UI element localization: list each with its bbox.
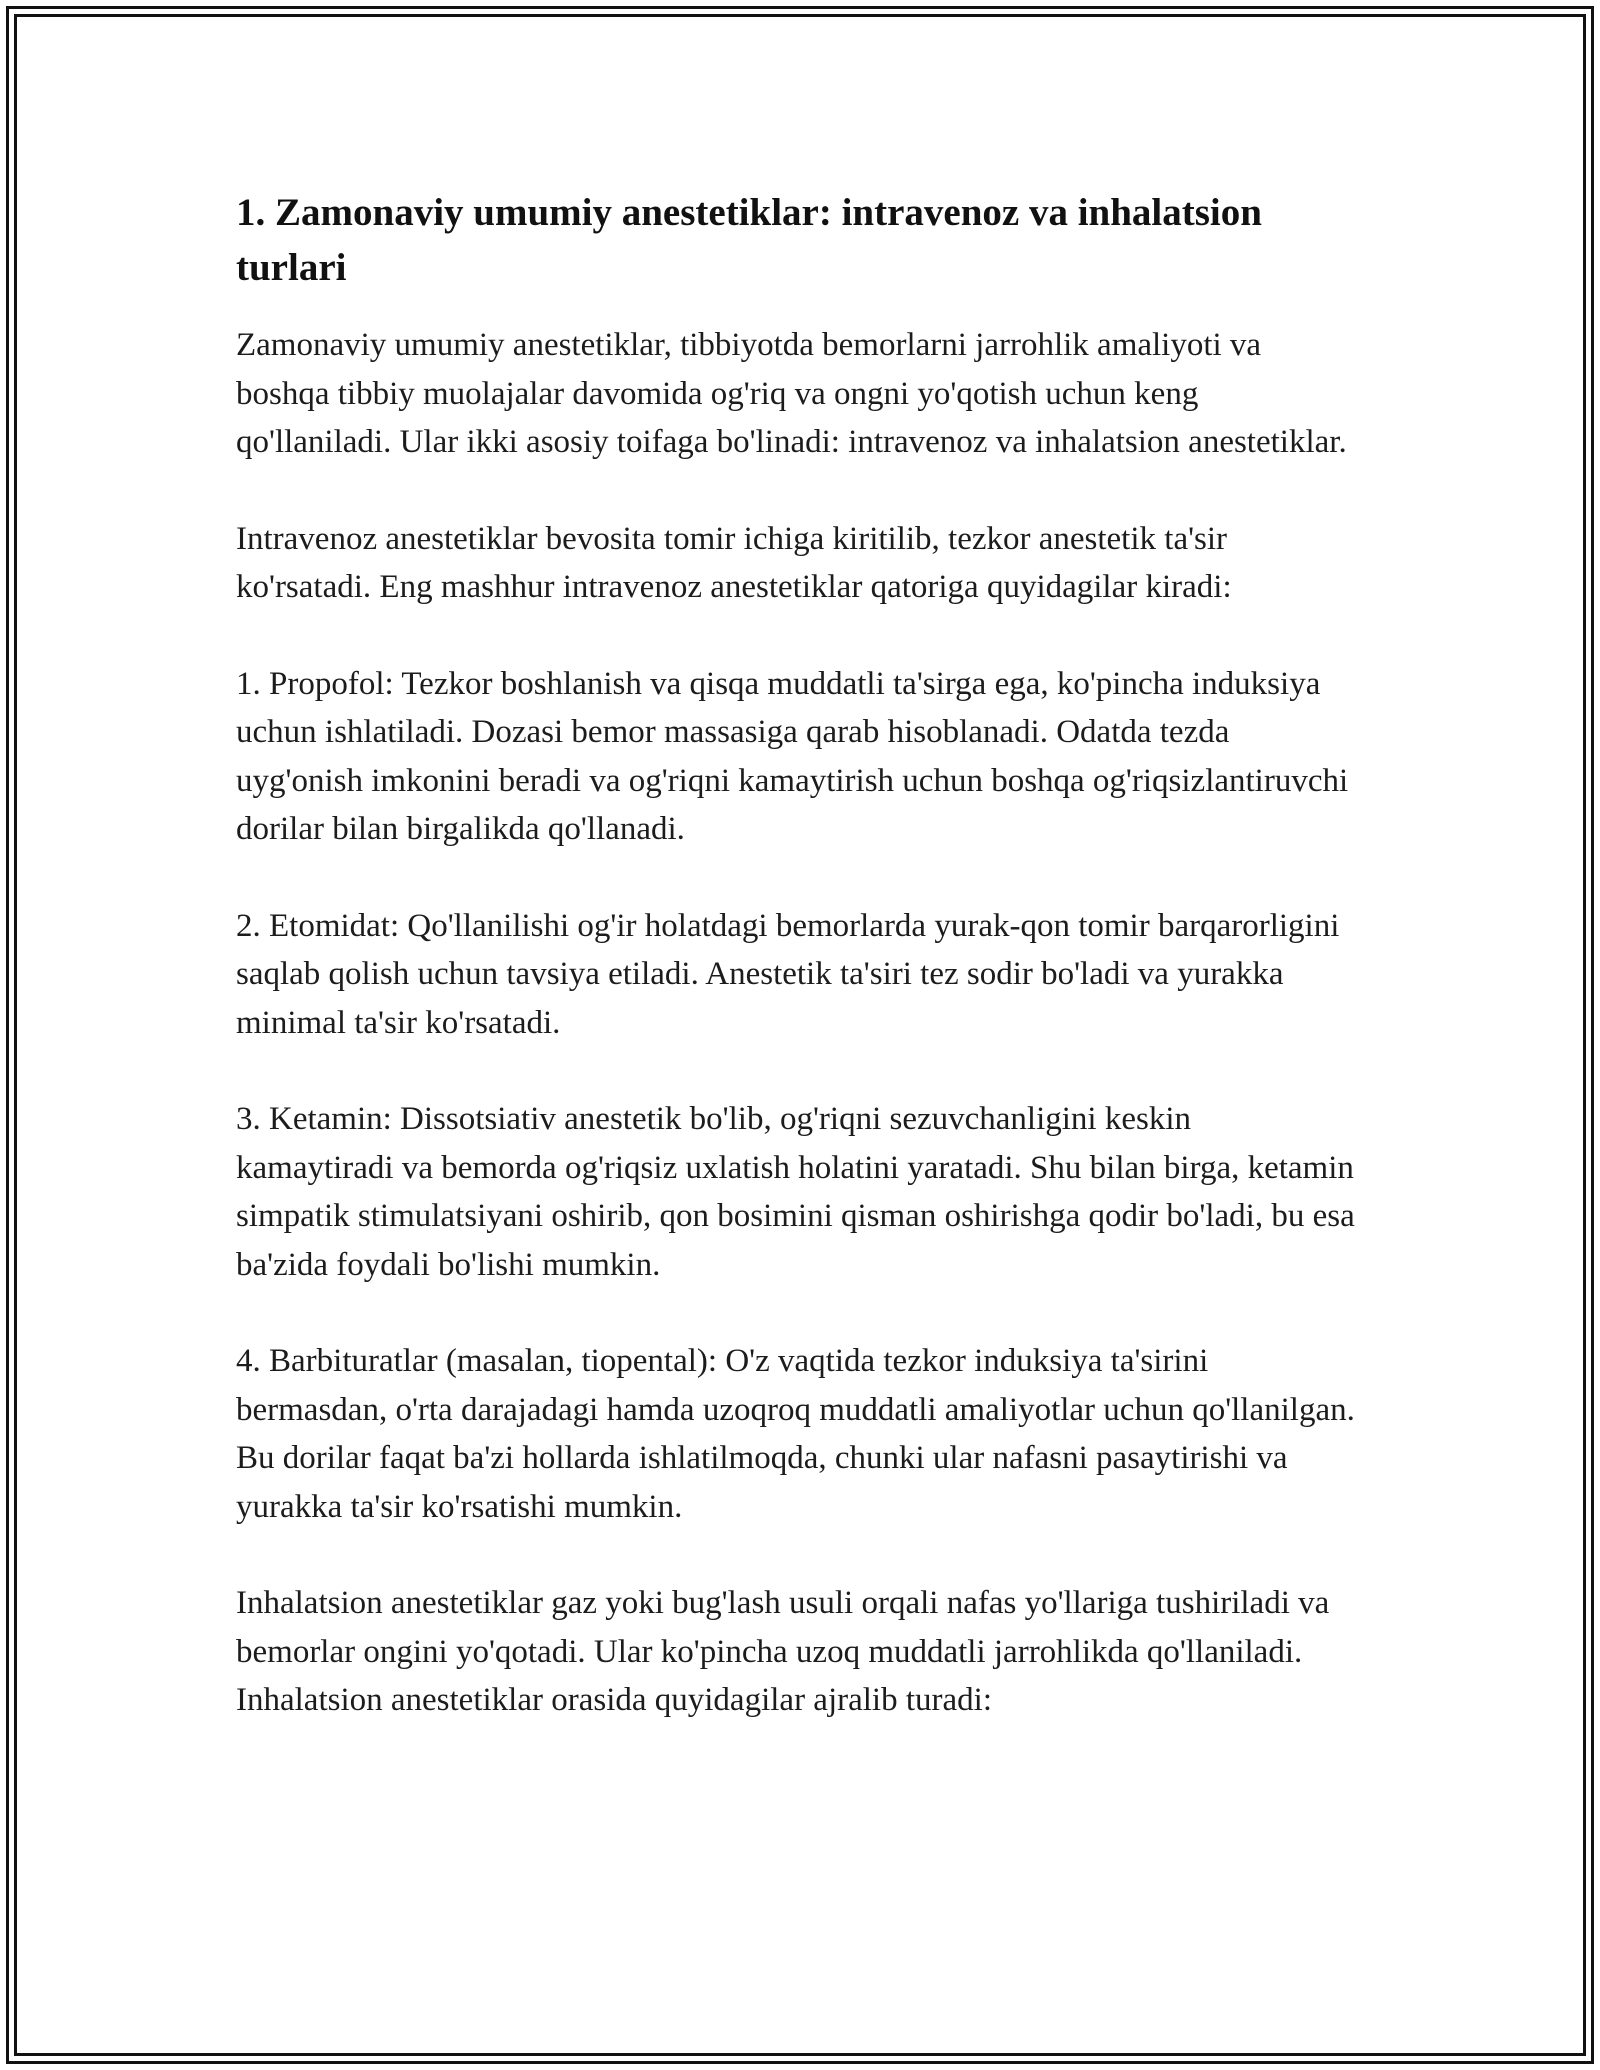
paragraph-ketamine: 3. Ketamin: Dissotsiativ anestetik bo'lib, og'riqni sezuvchanligini keskin kamaytiradi va bemorda og'riqsiz uxlatish holatini yaratadi. Shu bilan birga, ketamin simpatik stimulatsiyani oshirib, qon bosimini qisman oshirishga qodir bo'ladi, bu esa ba'zida foydali bo'lishi mumkin. xyxy=(236,1101,1355,1283)
paragraph-intro: Zamonaviy umumiy anestetiklar, tibbiyotda bemorlarni jarrohlik amaliyoti va boshqa tibbiy muolajalar davomida og'riq va ongni yo'qotish uchun keng qo'llaniladi. Ular ikki asosiy toifaga bo'linadi: intravenoz va inhalatsion anestetiklar. xyxy=(236,327,1347,460)
section-heading: 1. Zamonaviy umumiy anestetiklar: intravenoz va inhalatsion turlari xyxy=(236,191,1262,289)
paragraph-etomidate: 2. Etomidat: Qo'llanilishi og'ir holatdagi bemorlarda yurak-qon tomir barqarorligini saqlab qolish uchun tavsiya etiladi. Anestetik ta'siri tez sodir bo'ladi va yurakka minimal ta'sir ko'rsatadi. xyxy=(236,907,1340,1041)
paragraph-inhalational: Inhalatsion anestetiklar gaz yoki bug'lash usuli orqali nafas yo'llariga tushiriladi va bemorlar ongini yo'qotadi. Ular ko'pincha uzoq muddatli jarrohlikda qo'llaniladi. Inhalatsion anestetiklar orasida quyidagilar ajralib turadi: xyxy=(236,1585,1330,1718)
paragraph-propofol: 1. Propofol: Tezkor boshlanish va qisqa muddatli ta'sirga ega, ko'pincha induksiya uchun ishlatiladi. Dozasi bemor massasiga qarab hisoblanadi. Odatda tezda uyg'onish imkonini beradi va og'riqni kamaytirish uchun boshqa og'riqsizlantiruvchi dorilar bilan birgalikda qo'llanadi. xyxy=(236,665,1349,847)
paragraph-barbiturates: 4. Barbituratlar (masalan, tiopental): O'z vaqtida tezkor induksiya ta'sirini bermasdan, o'rta darajadagi hamda uzoqroq muddatli amaliyotlar uchun qo'llanilgan. Bu dorilar faqat ba'zi hollarda ishlatilmoqda, chunki ular nafasni pasaytirishi va yurakka ta'sir ko'rsatishi mumkin. xyxy=(236,1343,1355,1525)
paragraph-intravenous: Intravenoz anestetiklar bevosita tomir ichiga kiritilib, tezkor anestetik ta'sir ko'rsatadi. Eng mashhur intravenoz anestetiklar qatoriga quyidagilar kiradi: xyxy=(236,520,1232,605)
document-body xyxy=(236,185,1356,1773)
